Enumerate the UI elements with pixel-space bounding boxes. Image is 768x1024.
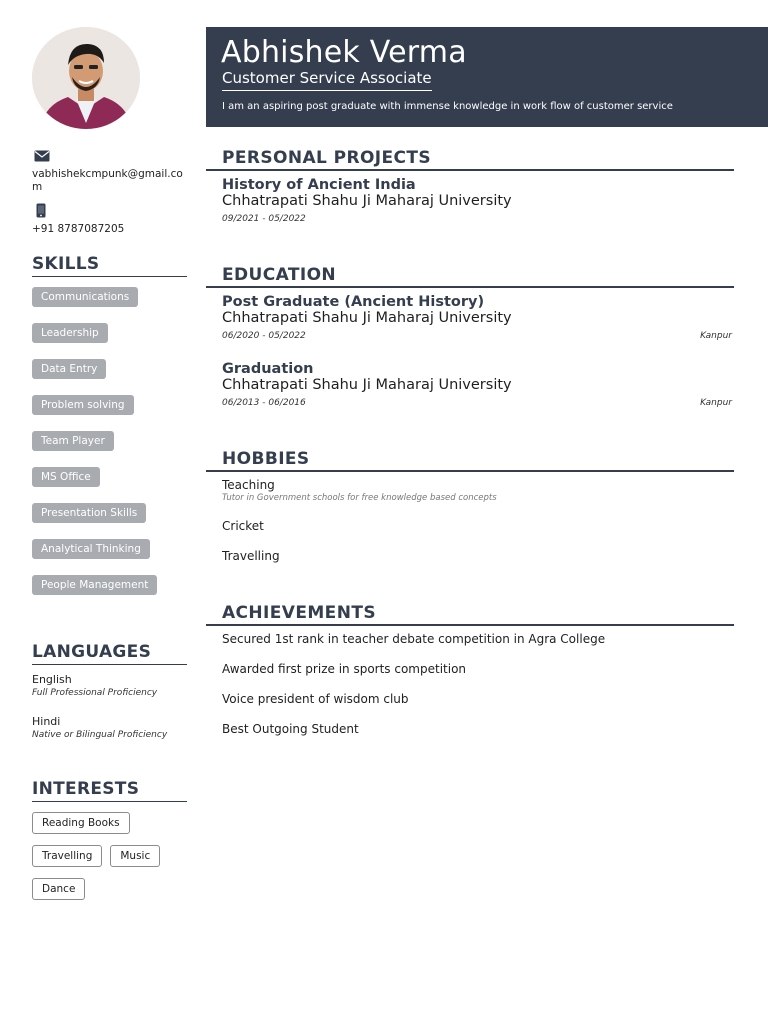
phone-number: +91 8787087205: [32, 223, 125, 235]
education-dates: 06/2020 - 05/2022: [222, 331, 306, 341]
projects-heading: PERSONAL PROJECTS: [222, 148, 432, 168]
section-divider: [206, 286, 734, 288]
email-link[interactable]: vabhishekcmpunk@gmail.com: [32, 168, 183, 193]
education-dates: 06/2013 - 06/2016: [222, 398, 306, 408]
interest-tag: Reading Books: [32, 812, 130, 834]
skill-tag: People Management: [32, 575, 157, 595]
achievement-item: Secured 1st rank in teacher debate competition in Agra College: [222, 632, 606, 646]
achievement-item: Awarded first prize in sports competition: [222, 662, 467, 676]
education-place: Kanpur: [700, 398, 732, 408]
envelope-icon: [34, 150, 50, 162]
candidate-name: Abhishek Verma: [221, 35, 467, 70]
resume-header: [206, 27, 768, 127]
language-item: [32, 673, 192, 699]
achievement-item: Voice president of wisdom club: [222, 692, 409, 706]
project-title: History of Ancient India: [222, 177, 416, 193]
hobby-name: Cricket: [222, 519, 264, 533]
section-divider: [206, 624, 734, 626]
skill-tag: Leadership: [32, 323, 108, 343]
interests-heading: INTERESTS: [32, 779, 187, 802]
hobby-description: Tutor in Government schools for free knowledge based concepts: [222, 493, 497, 503]
profile-photo: [32, 27, 140, 129]
interest-tag: Dance: [32, 878, 85, 900]
language-name: English: [32, 673, 72, 686]
hobbies-heading: HOBBIES: [222, 449, 310, 469]
skill-tag: Problem solving: [32, 395, 134, 415]
interests-list: [32, 812, 192, 911]
interest-tag: Music: [110, 845, 160, 867]
skill-tag: MS Office: [32, 467, 100, 487]
education-title: Graduation: [222, 361, 314, 377]
phone-icon: [36, 203, 46, 218]
education-org: Chhatrapati Shahu Ji Maharaj University: [222, 377, 512, 393]
skill-tag: Presentation Skills: [32, 503, 146, 523]
job-title: Customer Service Associate: [222, 69, 432, 91]
interest-tag: Travelling: [32, 845, 102, 867]
summary-text: I am an aspiring post graduate with immense knowledge in work flow of customer service: [222, 101, 673, 112]
hobby-name: Teaching: [222, 478, 275, 492]
project-dates: 09/2021 - 05/2022: [222, 214, 306, 224]
education-org: Chhatrapati Shahu Ji Maharaj University: [222, 310, 512, 326]
hobby-name: Travelling: [222, 549, 280, 563]
skills-list: [32, 287, 192, 611]
education-heading: EDUCATION: [222, 265, 337, 285]
achievement-item: Best Outgoing Student: [222, 722, 359, 736]
language-name: Hindi: [32, 715, 61, 728]
skill-tag: Team Player: [32, 431, 114, 451]
languages-heading: LANGUAGES: [32, 642, 187, 665]
language-item: [32, 715, 192, 741]
education-place: Kanpur: [700, 331, 732, 341]
education-title: Post Graduate (Ancient History): [222, 294, 485, 310]
language-level: Native or Bilingual Proficiency: [32, 730, 168, 740]
skill-tag: Data Entry: [32, 359, 106, 379]
skill-tag: Communications: [32, 287, 138, 307]
language-level: Full Professional Proficiency: [32, 688, 158, 698]
project-org: Chhatrapati Shahu Ji Maharaj University: [222, 193, 512, 209]
skills-heading: SKILLS: [32, 254, 187, 277]
section-divider: [206, 470, 734, 472]
achievements-heading: ACHIEVEMENTS: [222, 603, 376, 623]
section-divider: [206, 169, 734, 171]
skill-tag: Analytical Thinking: [32, 539, 150, 559]
